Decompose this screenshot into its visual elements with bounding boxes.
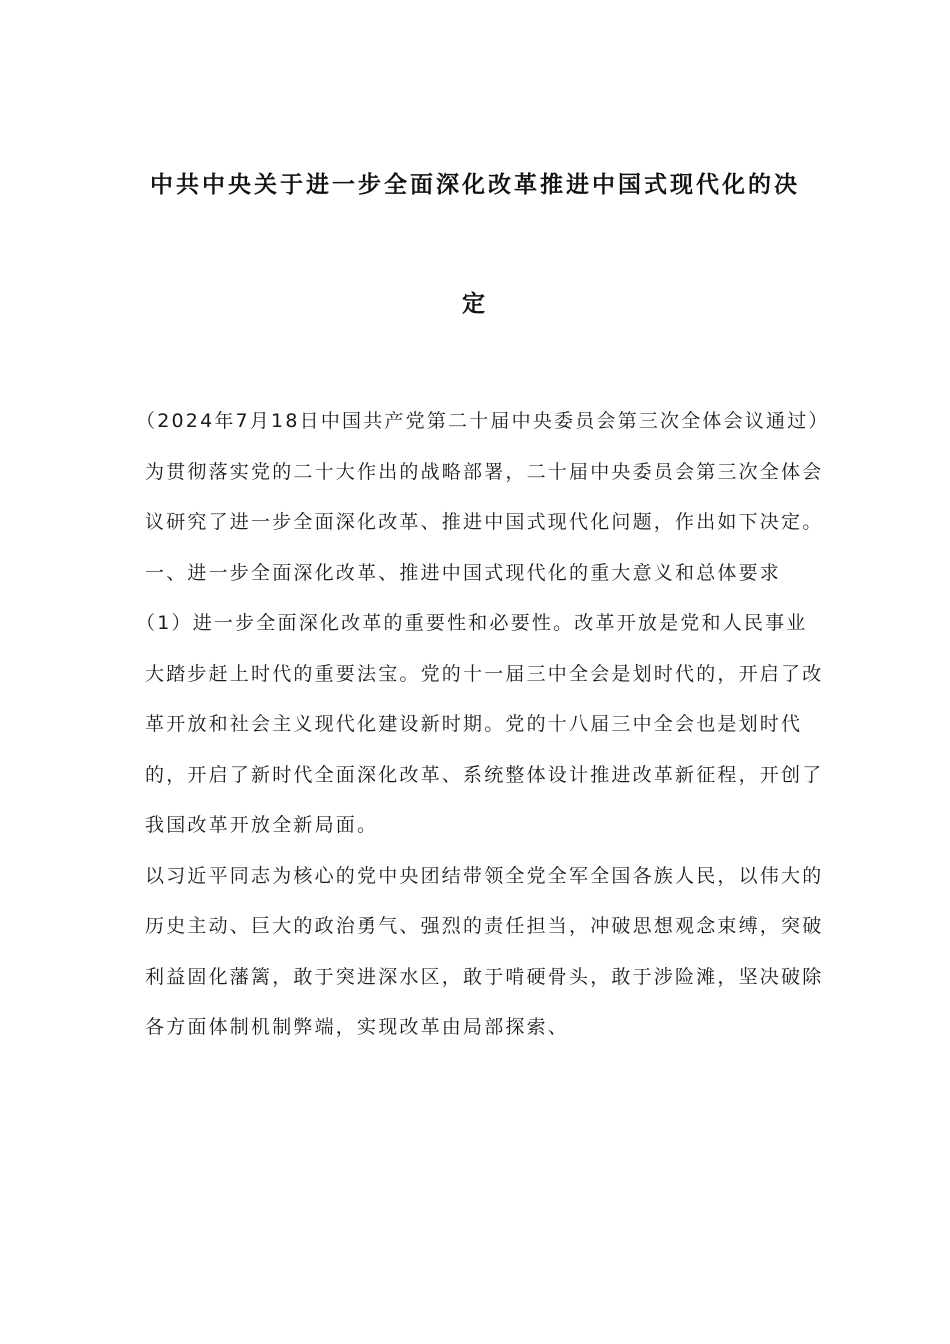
section-heading: 一、进一步全面深化改革、推进中国式现代化的重大意义和总体要求	[145, 561, 782, 584]
body-paragraph: （1）进一步全面深化改革的重要性和必要性。改革开放是党和人民事业大踏步赶上时代的重要法宝。党的十一届三中全会是划时代的，开启了改革开放和社会主义现代化建设新时期。党的十八届三中全会也是划时代的，开启了新时代全面深化改革、系统整体设计推进改革新征程，开创了我国改革开放全新局面。	[136, 612, 824, 836]
body-paragraph: 以习近平同志为核心的党中央团结带领全党全军全国各族人民，以伟大的历史主动、巨大的政治勇气、强烈的责任担当，冲破思想观念束缚，突破利益固化藩篱，敢于突进深水区，敢于啃硬骨头，敢于涉险滩，坚决破除各方面体制机制弊端，实现改革由局部探索、	[145, 864, 824, 1038]
document-title-line-2: 定	[462, 291, 488, 317]
document-body	[136, 396, 830, 1053]
preamble-paragraph: 为贯彻落实党的二十大作出的战略部署，二十届中央委员会第三次全体会议研究了进一步全面深化改革、推进中国式现代化问题，作出如下决定。	[145, 460, 824, 533]
document-title-line-1: 中共中央关于进一步全面深化改革推进中国式现代化的决	[150, 172, 800, 198]
adoption-note: （2024年7月18日中国共产党第二十届中央委员会第三次全体会议通过）	[136, 410, 830, 432]
